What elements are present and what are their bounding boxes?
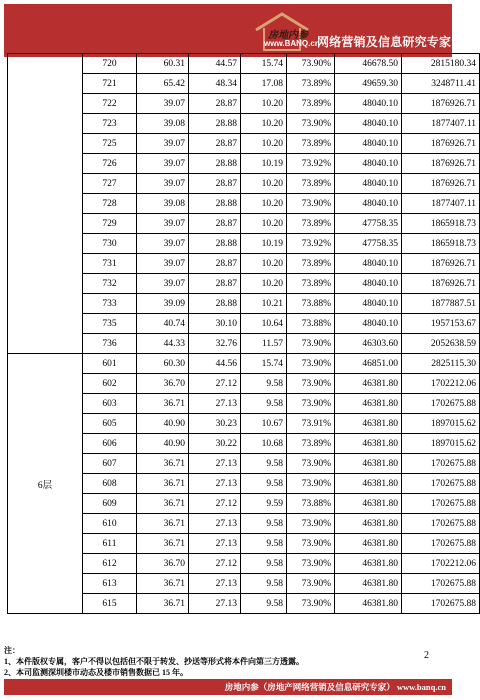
logo-url[interactable]: www.BANQ.cn (264, 39, 320, 48)
value-cell: 39.07 (137, 254, 189, 274)
value-cell: 46381.80 (335, 494, 402, 514)
value-cell: 10.19 (241, 154, 287, 174)
value-cell: 1877407.11 (402, 194, 480, 214)
value-cell: 1702675.88 (402, 594, 480, 614)
value-cell: 44.56 (189, 354, 241, 374)
value-cell: 27.13 (189, 574, 241, 594)
notes-section (4, 645, 416, 678)
value-cell: 9.58 (241, 574, 287, 594)
unit-cell: 735 (83, 314, 137, 334)
value-cell: 40.74 (137, 314, 189, 334)
value-cell: 27.13 (189, 514, 241, 534)
table-body (8, 54, 480, 614)
value-cell: 39.07 (137, 214, 189, 234)
value-cell: 73.90% (287, 534, 335, 554)
unit-cell: 609 (83, 494, 137, 514)
value-cell: 73.90% (287, 514, 335, 534)
value-cell: 27.12 (189, 374, 241, 394)
value-cell: 10.20 (241, 194, 287, 214)
value-cell: 1876926.71 (402, 154, 480, 174)
value-cell: 39.07 (137, 174, 189, 194)
value-cell: 73.89% (287, 214, 335, 234)
value-cell: 46381.80 (335, 394, 402, 414)
unit-cell: 731 (83, 254, 137, 274)
value-cell: 48040.10 (335, 294, 402, 314)
value-cell: 46381.80 (335, 514, 402, 534)
value-cell: 48040.10 (335, 94, 402, 114)
value-cell: 9.58 (241, 534, 287, 554)
value-cell: 28.88 (189, 294, 241, 314)
value-cell: 73.88% (287, 314, 335, 334)
unit-cell: 722 (83, 94, 137, 114)
value-cell: 1876926.71 (402, 174, 480, 194)
unit-cell: 733 (83, 294, 137, 314)
unit-cell: 729 (83, 214, 137, 234)
value-cell: 10.20 (241, 134, 287, 154)
value-cell: 46303.60 (335, 334, 402, 354)
unit-cell: 728 (83, 194, 137, 214)
value-cell: 46381.80 (335, 434, 402, 454)
unit-cell: 730 (83, 234, 137, 254)
value-cell: 15.74 (241, 54, 287, 74)
value-cell: 47758.35 (335, 214, 402, 234)
value-cell: 49659.30 (335, 74, 402, 94)
unit-cell: 720 (83, 54, 137, 74)
value-cell: 36.71 (137, 514, 189, 534)
value-cell: 73.90% (287, 594, 335, 614)
value-cell: 39.07 (137, 234, 189, 254)
sales-table (7, 53, 480, 614)
value-cell: 9.59 (241, 494, 287, 514)
unit-cell: 610 (83, 514, 137, 534)
footer-text: 房地内参（房地产网络营销及信息研究专家） www.banq.cn (224, 682, 446, 692)
value-cell: 73.89% (287, 94, 335, 114)
value-cell: 28.87 (189, 254, 241, 274)
value-cell: 1702675.88 (402, 534, 480, 554)
unit-cell: 602 (83, 374, 137, 394)
value-cell: 46381.80 (335, 454, 402, 474)
footer-bar (4, 679, 452, 695)
value-cell: 10.20 (241, 114, 287, 134)
unit-cell: 605 (83, 414, 137, 434)
value-cell: 1876926.71 (402, 134, 480, 154)
note-item-2: 2、本司监测深圳楼市动态及楼市销售数据已 15 年。 (4, 668, 188, 677)
value-cell: 39.07 (137, 274, 189, 294)
unit-cell: 725 (83, 134, 137, 154)
header-banner (4, 4, 452, 57)
value-cell: 73.88% (287, 494, 335, 514)
value-cell: 9.58 (241, 394, 287, 414)
value-cell: 1702675.88 (402, 394, 480, 414)
value-cell: 1865918.73 (402, 234, 480, 254)
value-cell: 27.13 (189, 474, 241, 494)
unit-cell: 721 (83, 74, 137, 94)
table-row (8, 354, 480, 374)
value-cell: 40.90 (137, 414, 189, 434)
value-cell: 28.87 (189, 134, 241, 154)
value-cell: 10.68 (241, 434, 287, 454)
value-cell: 28.88 (189, 114, 241, 134)
value-cell: 48040.10 (335, 254, 402, 274)
value-cell: 46381.80 (335, 574, 402, 594)
unit-cell: 603 (83, 394, 137, 414)
value-cell: 36.71 (137, 454, 189, 474)
value-cell: 46381.80 (335, 534, 402, 554)
value-cell: 1702675.88 (402, 514, 480, 534)
value-cell: 2825115.30 (402, 354, 480, 374)
value-cell: 1702212.06 (402, 554, 480, 574)
value-cell: 28.88 (189, 194, 241, 214)
value-cell: 9.58 (241, 514, 287, 534)
value-cell: 28.87 (189, 174, 241, 194)
value-cell: 28.88 (189, 234, 241, 254)
value-cell: 73.90% (287, 574, 335, 594)
value-cell: 30.23 (189, 414, 241, 434)
value-cell: 9.58 (241, 554, 287, 574)
value-cell: 36.70 (137, 374, 189, 394)
value-cell: 10.67 (241, 414, 287, 434)
unit-cell: 732 (83, 274, 137, 294)
unit-cell: 613 (83, 574, 137, 594)
value-cell: 17.08 (241, 74, 287, 94)
value-cell: 1702675.88 (402, 474, 480, 494)
value-cell: 28.87 (189, 94, 241, 114)
value-cell: 1877407.11 (402, 114, 480, 134)
value-cell: 10.19 (241, 234, 287, 254)
value-cell: 73.89% (287, 434, 335, 454)
value-cell: 48040.10 (335, 154, 402, 174)
value-cell: 36.71 (137, 494, 189, 514)
value-cell: 1702675.88 (402, 574, 480, 594)
value-cell: 27.13 (189, 534, 241, 554)
value-cell: 73.89% (287, 274, 335, 294)
value-cell: 48040.10 (335, 134, 402, 154)
value-cell: 10.64 (241, 314, 287, 334)
value-cell: 10.20 (241, 94, 287, 114)
unit-cell: 607 (83, 454, 137, 474)
floor-cell (8, 54, 83, 354)
value-cell: 10.20 (241, 214, 287, 234)
value-cell: 10.20 (241, 254, 287, 274)
value-cell: 28.87 (189, 214, 241, 234)
value-cell: 48040.10 (335, 194, 402, 214)
page-number: 2 (424, 650, 429, 661)
value-cell: 32.76 (189, 334, 241, 354)
value-cell: 2052638.59 (402, 334, 480, 354)
value-cell: 44.57 (189, 54, 241, 74)
value-cell: 36.71 (137, 474, 189, 494)
value-cell: 27.13 (189, 594, 241, 614)
value-cell: 1897015.62 (402, 414, 480, 434)
value-cell: 73.90% (287, 474, 335, 494)
value-cell: 48040.10 (335, 274, 402, 294)
unit-cell: 608 (83, 474, 137, 494)
unit-cell: 723 (83, 114, 137, 134)
value-cell: 46381.80 (335, 474, 402, 494)
value-cell: 46381.80 (335, 554, 402, 574)
value-cell: 73.90% (287, 54, 335, 74)
value-cell: 10.20 (241, 274, 287, 294)
value-cell: 36.71 (137, 594, 189, 614)
value-cell: 39.08 (137, 194, 189, 214)
value-cell: 27.12 (189, 554, 241, 574)
value-cell: 73.90% (287, 374, 335, 394)
value-cell: 73.89% (287, 74, 335, 94)
value-cell: 60.31 (137, 54, 189, 74)
notes-heading: 注： (4, 646, 20, 655)
value-cell: 1702675.88 (402, 494, 480, 514)
header-tagline: 网络营销及信息研究专家 (317, 35, 452, 49)
value-cell: 36.71 (137, 394, 189, 414)
value-cell: 30.22 (189, 434, 241, 454)
value-cell: 28.88 (189, 154, 241, 174)
value-cell: 1876926.71 (402, 254, 480, 274)
floor-cell: 6层 (8, 354, 83, 614)
value-cell: 73.90% (287, 454, 335, 474)
table-row (8, 54, 480, 74)
value-cell: 73.89% (287, 254, 335, 274)
value-cell: 73.90% (287, 114, 335, 134)
value-cell: 39.07 (137, 94, 189, 114)
value-cell: 73.89% (287, 174, 335, 194)
unit-cell: 612 (83, 554, 137, 574)
value-cell: 60.30 (137, 354, 189, 374)
value-cell: 30.10 (189, 314, 241, 334)
note-item-1: 1、本件版权专属，客户不得以包括但不限于转发、抄送等形式将本件向第三方透露。 (4, 657, 304, 666)
value-cell: 44.33 (137, 334, 189, 354)
value-cell: 73.90% (287, 354, 335, 374)
unit-cell: 736 (83, 334, 137, 354)
unit-cell: 601 (83, 354, 137, 374)
value-cell: 39.07 (137, 134, 189, 154)
unit-cell: 727 (83, 174, 137, 194)
value-cell: 73.92% (287, 154, 335, 174)
value-cell: 9.58 (241, 374, 287, 394)
value-cell: 46381.80 (335, 414, 402, 434)
value-cell: 39.09 (137, 294, 189, 314)
value-cell: 10.21 (241, 294, 287, 314)
value-cell: 27.13 (189, 394, 241, 414)
value-cell: 65.42 (137, 74, 189, 94)
value-cell: 36.71 (137, 534, 189, 554)
value-cell: 15.74 (241, 354, 287, 374)
value-cell: 39.08 (137, 114, 189, 134)
value-cell: 73.92% (287, 234, 335, 254)
value-cell: 46381.80 (335, 374, 402, 394)
value-cell: 2815180.34 (402, 54, 480, 74)
value-cell: 28.87 (189, 274, 241, 294)
value-cell: 39.07 (137, 154, 189, 174)
value-cell: 36.70 (137, 554, 189, 574)
value-cell: 9.58 (241, 474, 287, 494)
value-cell: 1876926.71 (402, 94, 480, 114)
value-cell: 46381.80 (335, 594, 402, 614)
value-cell: 48040.10 (335, 314, 402, 334)
value-cell: 40.90 (137, 434, 189, 454)
logo-text: 房地内参 (268, 30, 308, 41)
value-cell: 1957153.67 (402, 314, 480, 334)
value-cell: 1702212.06 (402, 374, 480, 394)
value-cell: 73.88% (287, 294, 335, 314)
value-cell: 3248711.41 (402, 74, 480, 94)
value-cell: 73.90% (287, 334, 335, 354)
unit-cell: 726 (83, 154, 137, 174)
value-cell: 48040.10 (335, 174, 402, 194)
value-cell: 1865918.73 (402, 214, 480, 234)
value-cell: 48040.10 (335, 114, 402, 134)
value-cell: 27.12 (189, 494, 241, 514)
value-cell: 47758.35 (335, 234, 402, 254)
value-cell: 11.57 (241, 334, 287, 354)
value-cell: 1702675.88 (402, 454, 480, 474)
value-cell: 73.90% (287, 194, 335, 214)
value-cell: 73.90% (287, 554, 335, 574)
value-cell: 73.89% (287, 134, 335, 154)
value-cell: 9.58 (241, 594, 287, 614)
unit-cell: 606 (83, 434, 137, 454)
value-cell: 1897015.62 (402, 434, 480, 454)
value-cell: 46678.50 (335, 54, 402, 74)
value-cell: 27.13 (189, 454, 241, 474)
unit-cell: 615 (83, 594, 137, 614)
unit-cell: 611 (83, 534, 137, 554)
value-cell: 46851.00 (335, 354, 402, 374)
value-cell: 73.90% (287, 394, 335, 414)
value-cell: 1876926.71 (402, 274, 480, 294)
value-cell: 10.20 (241, 174, 287, 194)
value-cell: 73.91% (287, 414, 335, 434)
value-cell: 48.34 (189, 74, 241, 94)
value-cell: 36.71 (137, 574, 189, 594)
value-cell: 1877887.51 (402, 294, 480, 314)
value-cell: 9.58 (241, 454, 287, 474)
